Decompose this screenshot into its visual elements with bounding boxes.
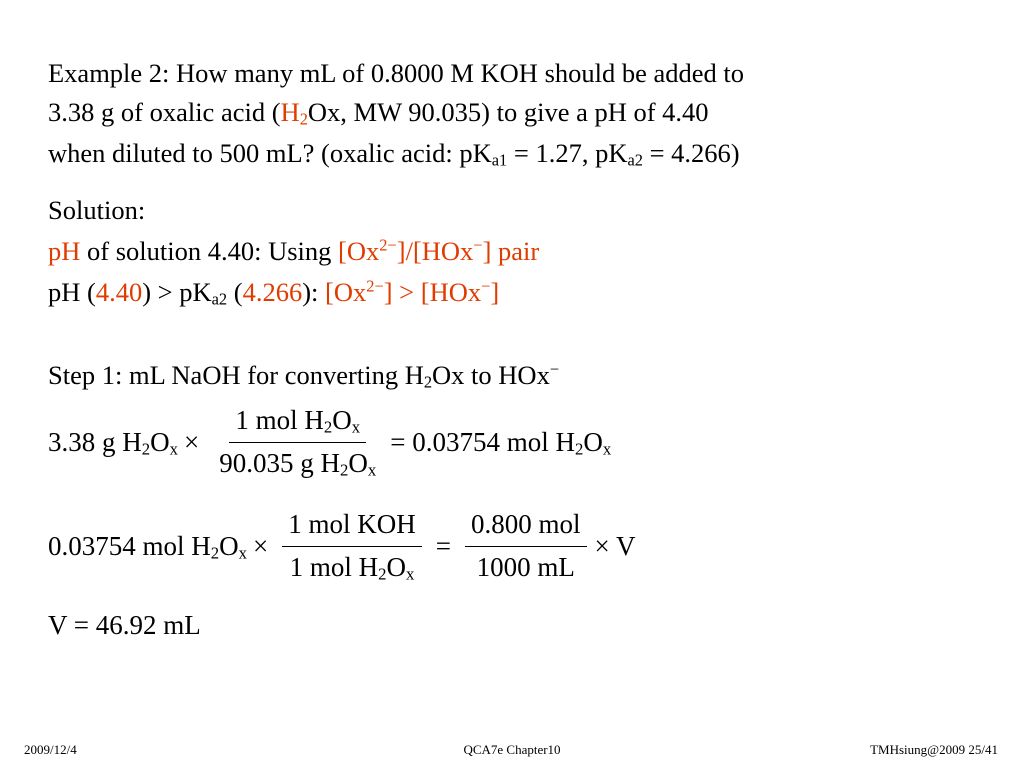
subscript: a1: [491, 150, 508, 170]
eq2-fraction-1: [282, 508, 422, 585]
subscript: a2: [211, 289, 228, 309]
subscript: x: [351, 417, 361, 437]
pka2-value: 4.266: [242, 277, 303, 307]
eq-text: 1 mol H: [235, 405, 324, 435]
step-text: Step 1: mL NaOH for converting H: [48, 360, 424, 390]
eq2-tail: × V: [594, 530, 636, 561]
comparison-text: ]: [490, 277, 500, 307]
eq2-numerator-2: 0.800 mol: [465, 508, 587, 547]
subscript: 2: [339, 460, 349, 480]
eq-text: O: [348, 447, 368, 478]
subscript: 2: [299, 109, 308, 129]
step-text: Ox to HOx: [432, 360, 550, 390]
eq1-denominator: [213, 443, 382, 481]
subscript: 2: [210, 543, 220, 563]
pair-text: [Ox: [338, 236, 380, 266]
eq1-rhs: [390, 427, 611, 458]
times-sign: ×: [184, 426, 200, 457]
comparison-text: ] > [HOx: [383, 277, 482, 307]
subscript: 2: [378, 564, 387, 584]
eq1-numerator: [229, 404, 366, 443]
superscript: −: [473, 235, 483, 255]
pair-text: ] pair: [482, 236, 540, 266]
solution-text: pH (: [48, 277, 96, 307]
subscript: x: [406, 564, 415, 584]
problem-line-2: [48, 97, 709, 129]
eq1-lhs: [48, 427, 178, 458]
eq-text: O: [386, 551, 406, 582]
solution-line-1: [48, 235, 540, 266]
solution-heading: Solution:: [48, 195, 146, 225]
superscript: −: [481, 276, 491, 296]
equation-1: [48, 404, 611, 481]
eq-text: 1 mol H: [289, 551, 379, 582]
formula-h: H: [280, 97, 300, 127]
ph-label: pH: [48, 236, 81, 266]
solution-text: of solution 4.40: Using: [80, 236, 339, 266]
solution-text: ):: [302, 277, 326, 307]
problem-text: = 4.266): [642, 138, 740, 168]
eq-text: 0.03754 mol H: [48, 530, 211, 561]
problem-text: Example 2: How many mL of 0.8000 M KOH should be added to: [48, 58, 745, 88]
subscript: x: [367, 460, 377, 480]
equation-2: [48, 508, 636, 585]
eq-text: 90.035 g H: [219, 447, 340, 478]
result-text: V = 46.92 mL: [48, 610, 201, 640]
pair-text: ]/[HOx: [396, 236, 474, 266]
eq-text: O: [150, 426, 170, 457]
subscript: x: [169, 439, 178, 459]
eq-text: 3.38 g H: [48, 426, 142, 457]
subscript: 2: [574, 439, 584, 459]
eq-text: O: [219, 530, 239, 561]
times-sign: ×: [253, 530, 269, 561]
solution-text: ) > pK: [142, 277, 212, 307]
superscript: 2−: [366, 276, 384, 296]
equals-sign: =: [435, 530, 451, 561]
problem-text: Ox, MW 90.035) to give a pH of 4.40: [307, 97, 709, 127]
step1-heading: [48, 359, 560, 392]
comparison: [325, 277, 499, 307]
comparison-text: [Ox: [325, 277, 367, 307]
solution-text: (: [227, 277, 243, 307]
subscript: a2: [627, 150, 643, 170]
formula-h2: [281, 97, 308, 127]
eq-text: O: [332, 405, 352, 435]
subscript: 2: [423, 372, 433, 392]
ph-value: 4.40: [95, 277, 143, 307]
footer-chapter: QCA7e Chapter10: [463, 742, 561, 757]
eq2-denominator-2: 1000 mL: [476, 551, 575, 582]
footer-date: 2009/12/4: [24, 742, 77, 757]
problem-text: when diluted to 500 mL? (oxalic acid: pK: [48, 138, 492, 168]
eq2-lhs: [48, 531, 247, 562]
superscript: 2−: [379, 235, 397, 255]
eq2-denominator-1: [284, 547, 421, 585]
problem-text: 3.38 g of oxalic acid (: [48, 97, 281, 127]
problem-line-1: [48, 60, 744, 87]
superscript: −: [549, 359, 560, 379]
subscript: 2: [323, 417, 333, 437]
eq2-numerator-1: 1 mol KOH: [282, 508, 422, 547]
subscript: 2: [141, 439, 151, 459]
solution-line-2: [48, 276, 500, 309]
problem-line-3: [48, 138, 740, 170]
subscript: x: [602, 439, 612, 459]
eq-text: O: [583, 426, 603, 457]
footer-page: TMHsiung@2009 25/41: [870, 742, 998, 757]
problem-text: = 1.27, pK: [507, 138, 628, 168]
eq2-fraction-2: [465, 508, 587, 585]
subscript: x: [238, 543, 248, 563]
eq-text: = 0.03754 mol H: [390, 426, 575, 457]
result: [48, 610, 201, 641]
eq1-fraction: [213, 404, 382, 481]
buffer-pair: [338, 236, 539, 266]
